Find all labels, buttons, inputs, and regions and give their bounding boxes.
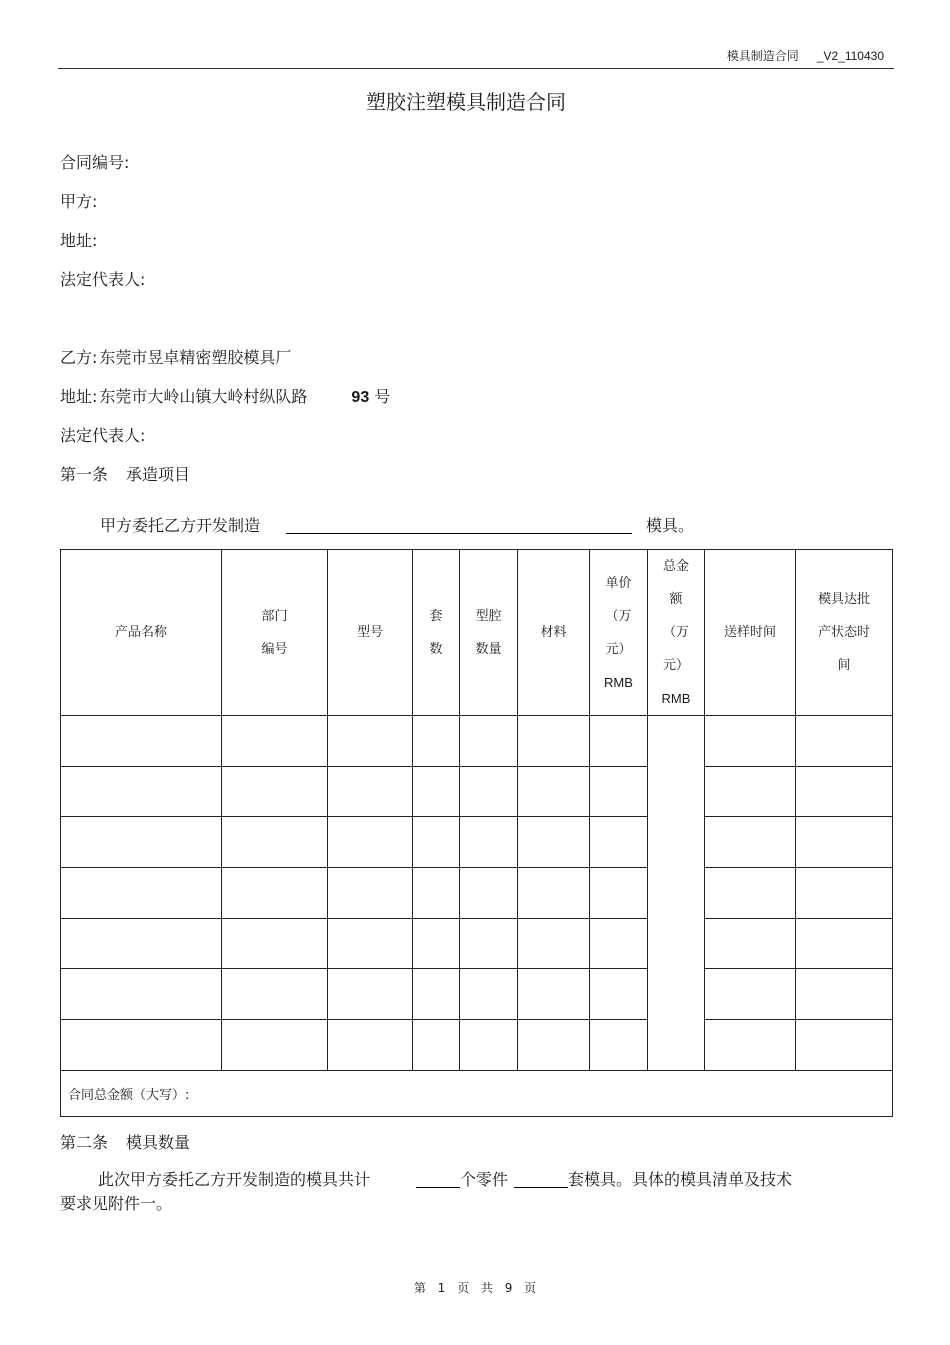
table-row	[61, 1020, 893, 1071]
table-cell[interactable]	[705, 969, 796, 1020]
table-header-row	[61, 550, 893, 716]
table-cell[interactable]	[796, 1020, 893, 1071]
table-cell[interactable]	[328, 969, 413, 1020]
table-cell[interactable]	[413, 1020, 460, 1071]
party-b-rep-label: 法定代表人:	[60, 426, 146, 445]
party-b-rep-line	[60, 423, 145, 446]
col-sets: 套 数	[413, 550, 460, 716]
table-cell[interactable]	[460, 817, 518, 868]
table-cell[interactable]	[61, 766, 222, 817]
col-model: 型号	[328, 550, 413, 716]
table-cell[interactable]	[705, 868, 796, 919]
table-cell[interactable]	[518, 766, 590, 817]
col-sample-time: 送样时间	[705, 550, 796, 716]
table-cell[interactable]	[796, 918, 893, 969]
table-cell[interactable]	[460, 868, 518, 919]
table-cell[interactable]	[413, 766, 460, 817]
party-a-rep-label: 法定代表人:	[60, 270, 146, 289]
article-2-heading	[60, 1130, 190, 1153]
article-2-text-2: 个零件	[460, 1170, 509, 1189]
table-cell[interactable]	[61, 868, 222, 919]
table-cell[interactable]	[590, 1020, 648, 1071]
table-cell[interactable]	[222, 817, 328, 868]
table-cell[interactable]	[796, 716, 893, 767]
mold-name-blank[interactable]	[286, 517, 632, 534]
col-product-name: 产品名称	[61, 550, 222, 716]
party-a-address-label: 地址:	[60, 231, 98, 250]
table-cell[interactable]	[328, 1020, 413, 1071]
col-cavity: 型腔 数量	[460, 550, 518, 716]
table-cell[interactable]	[222, 969, 328, 1020]
party-a-address-line	[60, 228, 97, 251]
table-cell[interactable]	[460, 766, 518, 817]
col-mass-production-time: 模具达批 产状态时 间	[796, 550, 893, 716]
table-cell[interactable]	[61, 1020, 222, 1071]
table-row	[61, 918, 893, 969]
col-unit-price: 单价 （万 元） RMB	[590, 550, 648, 716]
table-cell[interactable]	[61, 817, 222, 868]
table-cell[interactable]	[328, 918, 413, 969]
table-cell[interactable]	[796, 817, 893, 868]
table-cell[interactable]	[590, 817, 648, 868]
table-row	[61, 716, 893, 767]
table-cell[interactable]	[590, 918, 648, 969]
party-b-address-number: 93	[351, 389, 370, 406]
entrust-line	[100, 513, 694, 536]
parts-count-blank[interactable]	[416, 1171, 460, 1188]
article-1-heading	[60, 462, 190, 485]
table-cell[interactable]	[413, 817, 460, 868]
article-1-title: 承造项目	[126, 465, 191, 484]
col-material: 材料	[518, 550, 590, 716]
table-cell[interactable]	[518, 1020, 590, 1071]
header-doc-name: 模具制造合同	[726, 49, 799, 63]
table-cell[interactable]	[413, 716, 460, 767]
party-a-rep-line	[60, 267, 145, 290]
table-cell[interactable]	[413, 969, 460, 1020]
header-divider	[58, 68, 894, 69]
contract-total-label: 合同总金额（大写）:	[68, 1087, 190, 1103]
table-cell[interactable]	[590, 716, 648, 767]
article-2-paragraph	[60, 1168, 860, 1216]
table-cell[interactable]	[328, 766, 413, 817]
total-amount-merged-cell[interactable]	[648, 716, 705, 1071]
header-version: _V2_110430	[816, 49, 884, 63]
table-cell[interactable]	[518, 868, 590, 919]
running-header	[727, 47, 884, 64]
table-cell[interactable]	[590, 868, 648, 919]
table-cell[interactable]	[61, 969, 222, 1020]
party-b-address-line	[60, 384, 390, 407]
table-cell[interactable]	[518, 918, 590, 969]
article-2-title: 模具数量	[126, 1133, 191, 1152]
table-cell[interactable]	[518, 969, 590, 1020]
party-b-name: 东莞市昱卓精密塑胶模具厂	[99, 348, 292, 367]
table-cell[interactable]	[61, 716, 222, 767]
party-b-address-label: 地址:	[60, 387, 98, 406]
article-2-text-1: 此次甲方委托乙方开发制造的模具共计	[98, 1170, 371, 1189]
table-cell[interactable]	[796, 868, 893, 919]
table-cell[interactable]	[705, 716, 796, 767]
party-b-address-suffix: 号	[374, 387, 391, 406]
table-cell[interactable]	[796, 969, 893, 1020]
table-cell[interactable]	[705, 918, 796, 969]
article-2-line-2	[60, 1192, 860, 1216]
party-b-line	[60, 345, 291, 368]
page-footer: 第 1 页 共 9 页	[413, 1281, 537, 1295]
mold-items-table	[60, 549, 893, 1117]
article-2-number: 第二条	[60, 1133, 109, 1152]
table-cell[interactable]	[328, 817, 413, 868]
table-total-row	[61, 1070, 893, 1116]
article-1-number: 第一条	[60, 465, 109, 484]
table-cell[interactable]	[222, 766, 328, 817]
party-a-line	[60, 189, 97, 212]
table-cell[interactable]	[413, 918, 460, 969]
article-2-text-3: 套模具。具体的模具清单及技术	[568, 1170, 793, 1189]
contract-no-label: 合同编号:	[60, 153, 130, 172]
table-cell[interactable]	[222, 868, 328, 919]
table-cell[interactable]	[460, 716, 518, 767]
table-cell[interactable]	[328, 716, 413, 767]
entrust-prefix: 甲方委托乙方开发制造	[100, 516, 261, 535]
party-b-label: 乙方:	[60, 348, 98, 367]
table-cell[interactable]	[705, 766, 796, 817]
document-title: 塑胶注塑模具制造合同	[366, 90, 566, 114]
table-cell[interactable]	[413, 868, 460, 919]
table-row	[61, 817, 893, 868]
article-2-line-1	[60, 1168, 860, 1192]
table-cell[interactable]	[590, 766, 648, 817]
table-cell[interactable]	[518, 817, 590, 868]
table-cell[interactable]	[796, 766, 893, 817]
entrust-suffix: 模具。	[646, 516, 695, 535]
party-b-address: 东莞市大岭山镇大岭村纵队路	[99, 387, 308, 406]
table-cell[interactable]	[705, 817, 796, 868]
table-cell[interactable]	[705, 1020, 796, 1071]
table-cell[interactable]	[518, 716, 590, 767]
table-cell[interactable]	[222, 918, 328, 969]
contract-total-amount-cell[interactable]	[61, 1070, 893, 1116]
table-cell[interactable]	[61, 918, 222, 969]
col-part-no: 部门 编号	[222, 550, 328, 716]
table-cell[interactable]	[222, 1020, 328, 1071]
table-cell[interactable]	[328, 868, 413, 919]
table-cell[interactable]	[590, 969, 648, 1020]
party-a-label: 甲方:	[60, 192, 98, 211]
table-row	[61, 969, 893, 1020]
contract-no-line	[60, 150, 129, 173]
table-cell[interactable]	[460, 918, 518, 969]
table-row	[61, 766, 893, 817]
table-cell[interactable]	[460, 969, 518, 1020]
mold-sets-blank[interactable]	[514, 1171, 568, 1188]
article-2-text-4: 要求见附件一。	[60, 1194, 173, 1213]
table-cell[interactable]	[460, 1020, 518, 1071]
table-row	[61, 868, 893, 919]
table-cell[interactable]	[222, 716, 328, 767]
col-total-amount: 总金 额 （万 元） RMB	[648, 550, 705, 716]
